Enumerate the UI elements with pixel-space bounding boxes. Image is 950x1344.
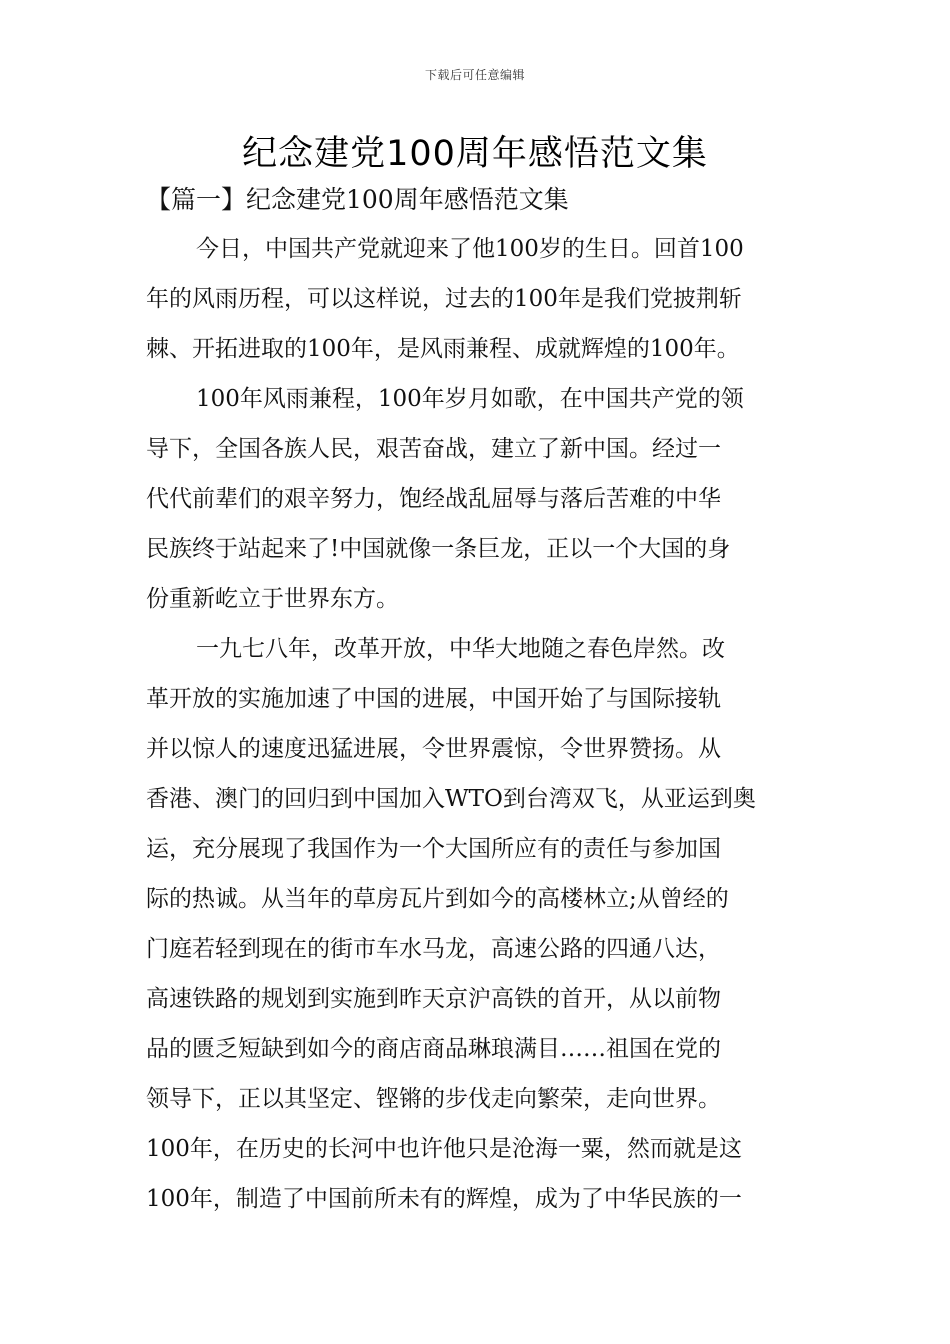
text-line: 份重新屹立于世界东方。 bbox=[146, 586, 399, 612]
text-line: 年的风雨历程，可以这样说，过去的100年是我们党披荆斩 bbox=[146, 286, 742, 312]
section-heading: 【篇一】纪念建党100周年感悟范文集 bbox=[146, 185, 569, 214]
paragraph-1 bbox=[146, 224, 826, 374]
paragraph-2 bbox=[146, 374, 826, 624]
header-note: 下载后可任意编辑 bbox=[424, 68, 525, 82]
text-line: 运，充分展现了我国作为一个大国所应有的责任与参加国 bbox=[146, 836, 721, 862]
text-line: 领导下，正以其坚定、铿锵的步伐走向繁荣，走向世界。 bbox=[146, 1086, 721, 1112]
text-line: 100年，在历史的长河中也许他只是沧海一粟，然而就是这 bbox=[146, 1136, 742, 1162]
text-line: 今日，中国共产党就迎来了他100岁的生日。回首100 bbox=[196, 236, 744, 262]
text-line: 棘、开拓进取的100年，是风雨兼程、成就辉煌的100年。 bbox=[146, 336, 740, 362]
text-line: 高速铁路的规划到实施到昨天京沪高铁的首开，从以前物 bbox=[146, 986, 721, 1012]
text-line: 100年，制造了中国前所未有的辉煌，成为了中华民族的一 bbox=[146, 1186, 742, 1212]
text-line: 民族终于站起来了!中国就像一条巨龙，正以一个大国的身 bbox=[146, 536, 731, 562]
text-line: 并以惊人的速度迅猛进展，令世界震惊，令世界赞扬。从 bbox=[146, 736, 721, 762]
text-line: 革开放的实施加速了中国的进展，中国开始了与国际接轨 bbox=[146, 686, 721, 712]
body-text bbox=[146, 224, 826, 1224]
document-title: 纪念建党100周年感悟范文集 bbox=[242, 134, 708, 174]
text-line: 品的匮乏短缺到如今的商店商品琳琅满目……祖国在党的 bbox=[146, 1036, 721, 1062]
text-line: 香港、澳门的回归到中国加入WTO到台湾双飞，从亚运到奥 bbox=[146, 786, 756, 812]
text-line: 际的热诚。从当年的草房瓦片到如今的高楼林立;从曾经的 bbox=[146, 886, 729, 912]
text-line: 导下，全国各族人民，艰苦奋战，建立了新中国。经过一 bbox=[146, 436, 721, 462]
text-line: 100年风雨兼程，100年岁月如歌，在中国共产党的领 bbox=[196, 386, 744, 412]
text-line: 一九七八年，改革开放，中华大地随之春色岸然。改 bbox=[196, 636, 725, 662]
paragraph-3 bbox=[146, 624, 826, 1224]
text-line: 门庭若轻到现在的街市车水马龙，高速公路的四通八达， bbox=[146, 936, 721, 962]
text-line: 代代前辈们的艰辛努力，饱经战乱屈辱与落后苦难的中华 bbox=[146, 486, 721, 512]
